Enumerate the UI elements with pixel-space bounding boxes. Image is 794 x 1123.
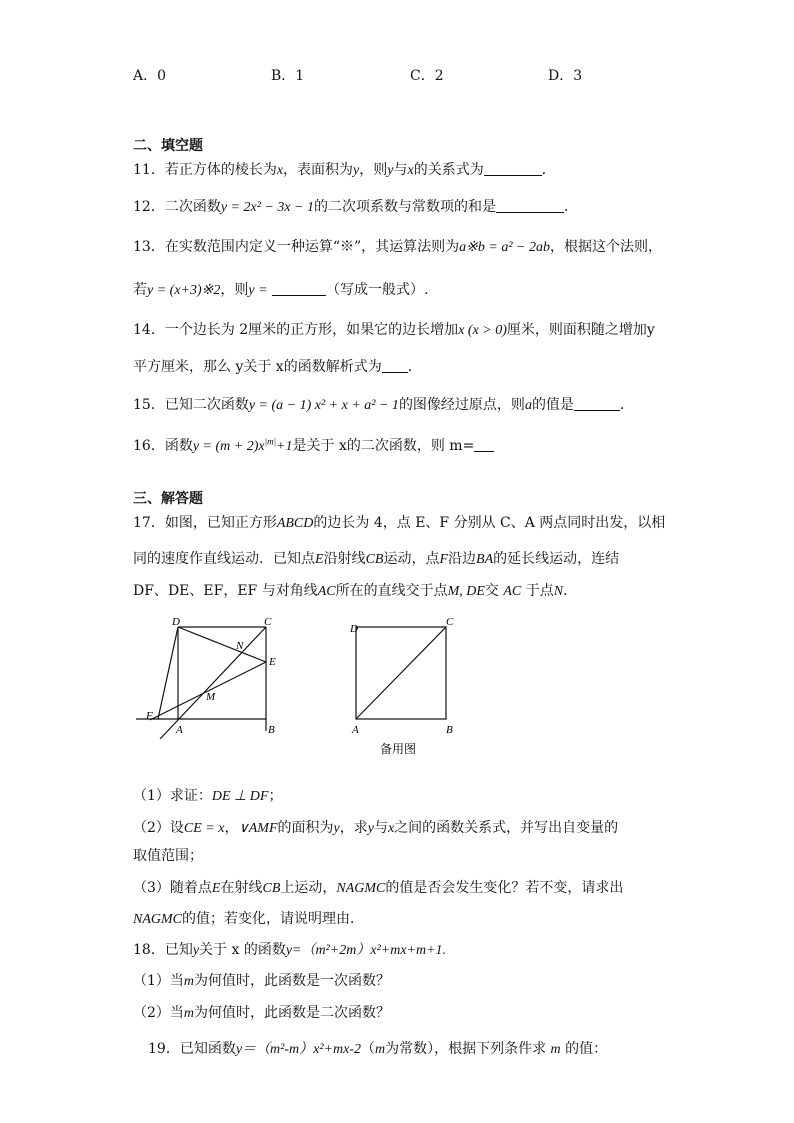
q17-var: AC — [317, 584, 336, 599]
q13-text-d: ，则 — [220, 282, 249, 298]
q11-text-c: ，则 — [359, 162, 388, 178]
q14-text-b: 厘米，则面积随之增加y — [506, 322, 655, 338]
q14-text-a: 一个边长为 2厘米的正方形，如果它的边长增加 — [164, 322, 459, 338]
q15-end: ． — [619, 397, 634, 413]
q14-number: 14． — [133, 322, 165, 338]
q17-part-text: （3）随着点 — [133, 880, 212, 896]
q15-text-c: 的值是 — [531, 397, 574, 413]
q15-text-b: 的图像经过原点，则 — [398, 397, 525, 413]
q17-var: E — [315, 552, 324, 567]
q15-text-a: 已知二次函数 — [164, 397, 249, 413]
q16-answer-blank[interactable] — [474, 437, 494, 452]
fig2-label-b: B — [446, 724, 453, 736]
q12-end: ． — [564, 199, 579, 215]
q13-text-c: 若 — [133, 282, 147, 298]
q17-part-math: y — [333, 821, 340, 836]
question-14-line1 — [133, 320, 655, 341]
q13-number: 13． — [133, 239, 165, 255]
q17-part-math: CB — [262, 881, 281, 896]
q11-var-x2: x — [407, 163, 414, 178]
q16-number: 16． — [133, 438, 165, 454]
q14-condition: x (x > 0) — [458, 323, 507, 338]
q17-var: F — [439, 552, 449, 567]
q13-text-e: （写成一般式）. — [326, 282, 429, 298]
question-18 — [133, 940, 446, 961]
question-19 — [148, 1039, 607, 1060]
q17-part-text: 的值；若变化，请说明理由． — [182, 911, 364, 927]
q11-var-x: x — [276, 163, 284, 178]
q16-exponent: |m| — [264, 436, 277, 447]
section-fill-in-heading: 二、填空题 — [133, 138, 203, 154]
q17-part-text: 在射线 — [220, 880, 263, 896]
q12-text-b: 的二次项系数与常数项的和是 — [314, 199, 497, 215]
option-a: A．0 — [133, 68, 167, 84]
q18-var: m — [183, 974, 195, 989]
fig1-label-a: A — [176, 724, 183, 736]
q12-answer-blank[interactable] — [496, 198, 564, 213]
q11-number: 11． — [133, 162, 165, 178]
q17-text: 沿边 — [448, 551, 477, 567]
q19-text: 19．已知函数 — [148, 1041, 236, 1057]
fig1-label-d: D — [172, 616, 180, 628]
fig1-label-c: C — [264, 616, 272, 628]
q17-part-text: 之间的函数关系式，并写出自变量的 — [394, 820, 619, 836]
q15-equation: y = (a − 1) x² + x + a² − 1 — [248, 398, 399, 413]
q17-part-text: 与 — [373, 820, 388, 836]
question-18-part2 — [133, 1003, 390, 1024]
q11-var-y2: y — [387, 163, 394, 178]
q12-text-a: 二次函数 — [164, 199, 221, 215]
q12-number: 12． — [133, 199, 165, 215]
q17-var: CB — [365, 552, 384, 567]
question-16 — [133, 436, 494, 457]
q17-text: 于点 — [525, 583, 554, 599]
q17-text: 的边长为 4，点 E、F 分别从 C、A 两点同时出发，以相 — [313, 515, 666, 531]
question-17-part2-line2: 取值范围； — [133, 848, 203, 864]
q17-text: 同的速度作直线运动．已知点 — [133, 551, 315, 567]
q17-part-text: ，求 — [339, 820, 368, 836]
question-17-line3 — [133, 581, 577, 602]
q19-text: （ — [360, 1041, 375, 1057]
q18-text: 18．已知 — [133, 942, 193, 958]
q11-answer-blank[interactable] — [484, 161, 542, 176]
section-answer-heading: 三、解答题 — [133, 491, 203, 507]
q19-var: m — [550, 1042, 561, 1057]
q17-part-math: CE = x — [183, 821, 225, 836]
q16-text-b: 是关于 x的二次函数，则 m= — [292, 438, 475, 454]
q13-answer-blank[interactable] — [272, 281, 326, 296]
fig1-label-m: M — [206, 691, 216, 703]
q16-text-a: 函数 — [164, 438, 193, 454]
q19-var: m — [374, 1042, 386, 1057]
question-13-line1 — [133, 237, 662, 258]
q13-rule: a※b = a² − 2ab — [459, 240, 550, 255]
q13-text-a: 在实数范围内定义一种运算“※”，其运算法则为 — [164, 239, 460, 255]
question-15 — [133, 395, 634, 416]
q16-tail: +1 — [276, 439, 293, 454]
q17-part-math: y — [367, 821, 374, 836]
q11-var-y: y — [353, 163, 360, 178]
question-17-part2 — [133, 818, 618, 839]
q11-text-a: 若正方体的棱长为 — [164, 162, 277, 178]
geometry-figure-main — [130, 615, 305, 745]
q13-y: y = — [248, 283, 268, 298]
question-17-line1 — [133, 513, 665, 534]
option-d: D．3 — [548, 68, 583, 84]
question-12 — [133, 197, 578, 218]
q17-part-math: DE ⊥ DF — [211, 789, 269, 804]
q14-end: ． — [407, 359, 422, 375]
q17-text: 沿射线 — [323, 551, 366, 567]
question-11 — [133, 160, 556, 181]
q17-part-text: ， — [224, 820, 239, 836]
q17-part-math: NAGMC — [133, 912, 182, 927]
q13-equation: y = (x+3)※2 — [147, 283, 221, 298]
q14-text-c: 平方厘米，那么 y关于 x的函数解析式为 — [133, 359, 382, 375]
question-17-part3 — [133, 878, 623, 899]
q18-part-text: （2）当 — [133, 1005, 184, 1021]
q19-text: 为常数），根据下列条件求 — [385, 1041, 547, 1057]
q18-part-text: 为何值时，此函数是二次函数？ — [194, 1005, 391, 1021]
q17-part-text: （2）设 — [133, 820, 184, 836]
q17-part-text: ； — [268, 788, 283, 804]
q17-text: 运动，点 — [383, 551, 440, 567]
geometry-figure-backup — [340, 615, 470, 760]
option-c: C．2 — [410, 68, 444, 84]
question-17-line2 — [133, 549, 619, 570]
fig2-label-a: A — [352, 724, 359, 736]
fig1-label-b: B — [268, 724, 275, 736]
q17-part-text: 的值是否会发生变化？若不变，请求出 — [385, 880, 624, 896]
question-18-part1 — [133, 971, 390, 992]
q17-part-math: E — [211, 881, 221, 896]
q11-text-d: 与 — [393, 162, 408, 178]
q17-part-math: x — [387, 821, 395, 836]
q18-var: y — [192, 943, 200, 958]
q18-text: 关于 x 的函数 — [199, 942, 286, 958]
question-13-line2 — [133, 280, 428, 301]
q15-number: 15． — [133, 397, 165, 413]
q17-var: AC — [503, 584, 522, 599]
fig1-label-n: N — [236, 640, 244, 652]
option-b: B．1 — [271, 68, 305, 84]
q17-text: 所在的直线交于点 — [335, 583, 448, 599]
q12-equation: y = 2x² − 3x − 1 — [220, 200, 315, 215]
q17-part-math: ∨AMF — [238, 821, 278, 836]
fig1-label-f: F — [146, 710, 153, 722]
q17-text: ． — [563, 583, 578, 599]
fig2-caption: 备用图 — [380, 742, 417, 756]
q17-part-text: （1）求证： — [133, 788, 212, 804]
q17-part-math: NAGMC — [336, 881, 386, 896]
fig2-label-d: D — [350, 623, 358, 635]
q14-answer-blank[interactable] — [382, 358, 408, 373]
q17-var: N — [553, 584, 564, 599]
q17-var: M, DE — [447, 584, 485, 599]
q18-var: m — [183, 1006, 195, 1021]
q18-equation: y=（m²+2m）x²+mx+m+1. — [285, 943, 447, 958]
q16-equation: y = (m + 2)x — [192, 439, 265, 454]
fig1-label-e: E — [269, 656, 276, 668]
q19-equation: y＝（m²-m）x²+mx-2 — [235, 1042, 361, 1057]
fig2-label-c: C — [446, 616, 454, 628]
q19-text: 的值： — [565, 1041, 608, 1057]
question-14-line2 — [133, 357, 422, 377]
q17-text: 17．如图，已知正方形 — [133, 515, 277, 531]
q17-text: DF、DE、EF，EF 与对角线 — [133, 583, 318, 599]
q18-part-text: （1）当 — [133, 973, 184, 989]
q17-abcd: ABCD — [276, 516, 314, 531]
q17-text: 交 — [484, 583, 499, 599]
question-17-part1 — [133, 786, 282, 807]
q17-part-text: 上运动， — [280, 880, 337, 896]
q17-part-text: 的面积为 — [277, 820, 334, 836]
q17-var: BA — [476, 552, 494, 567]
q11-end: ． — [541, 162, 556, 178]
q17-text: 的延长线运动，连结 — [493, 551, 620, 567]
q15-answer-blank[interactable] — [574, 396, 620, 411]
q18-part-text: 为何值时，此函数是一次函数？ — [194, 973, 391, 989]
q15-var-a: a — [524, 398, 532, 413]
question-17-part3-line2 — [133, 909, 364, 930]
q11-text-e: 的关系式为 — [413, 162, 484, 178]
q11-text-b: ，表面积为 — [283, 162, 354, 178]
q13-text-b: ，根据这个法则， — [549, 239, 662, 255]
